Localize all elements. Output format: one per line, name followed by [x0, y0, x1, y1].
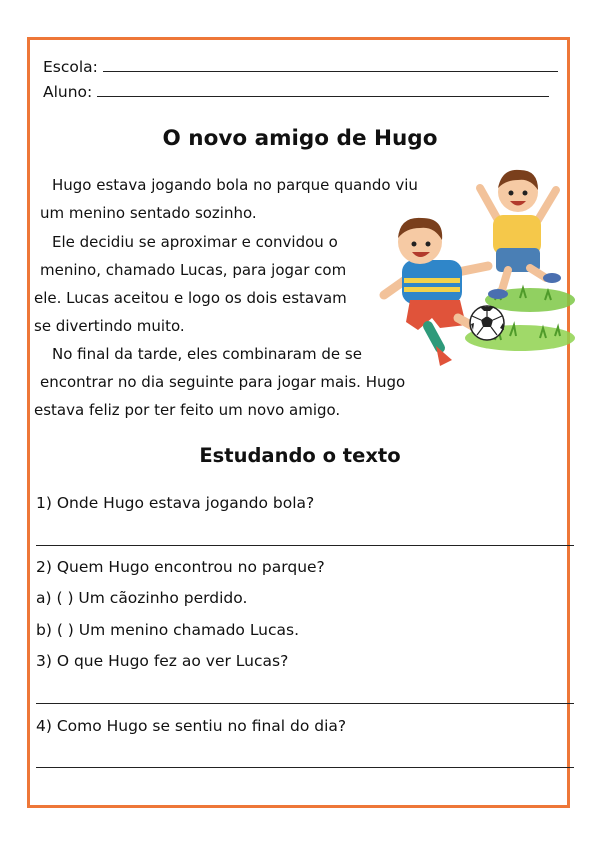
answer-line-1[interactable]	[36, 545, 574, 546]
boy-yellow-shirt	[480, 170, 561, 299]
question-3: 3) O que Hugo fez ao ver Lucas?	[36, 652, 289, 670]
school-label: Escola:	[43, 58, 98, 76]
student-blank-line[interactable]	[97, 82, 549, 97]
question-4: 4) Como Hugo se sentiu no final do dia?	[36, 717, 347, 735]
student-label: Aluno:	[43, 83, 93, 101]
worksheet-border	[27, 37, 570, 808]
soccer-ball-icon	[470, 306, 504, 340]
two-boys-playing-soccer-illustration	[370, 160, 575, 375]
answer-line-4[interactable]	[36, 767, 574, 768]
question-2-option-b[interactable]: b) ( ) Um menino chamado Lucas.	[36, 621, 300, 639]
story-line-4: menino, chamado Lucas, para jogar com	[40, 261, 347, 279]
answer-line-3[interactable]	[36, 703, 574, 704]
question-1: 1) Onde Hugo estava jogando bola?	[36, 494, 315, 512]
story-line-5: ele. Lucas aceitou e logo os dois estavam	[34, 289, 347, 307]
page-title: O novo amigo de Hugo	[162, 126, 438, 151]
story-line-6: se divertindo muito.	[34, 317, 185, 335]
story-line-2: um menino sentado sozinho.	[40, 204, 257, 222]
story-line-9: estava feliz por ter feito um novo amigo.	[34, 401, 341, 419]
question-2-option-a[interactable]: a) ( ) Um cãozinho perdido.	[36, 589, 248, 607]
school-blank-line[interactable]	[103, 57, 558, 72]
question-2: 2) Quem Hugo encontrou no parque?	[36, 558, 325, 576]
story-line-7: No final da tarde, eles combinaram de se	[52, 345, 362, 363]
story-line-1: Hugo estava jogando bola no parque quando viu	[52, 176, 418, 194]
school-field	[43, 57, 558, 76]
section-title: Estudando o texto	[199, 444, 401, 467]
story-line-8: encontrar no dia seguinte para jogar mais. Hugo	[40, 373, 406, 391]
student-field	[43, 82, 549, 101]
story-line-3: Ele decidiu se aproximar e convidou o	[52, 233, 338, 251]
